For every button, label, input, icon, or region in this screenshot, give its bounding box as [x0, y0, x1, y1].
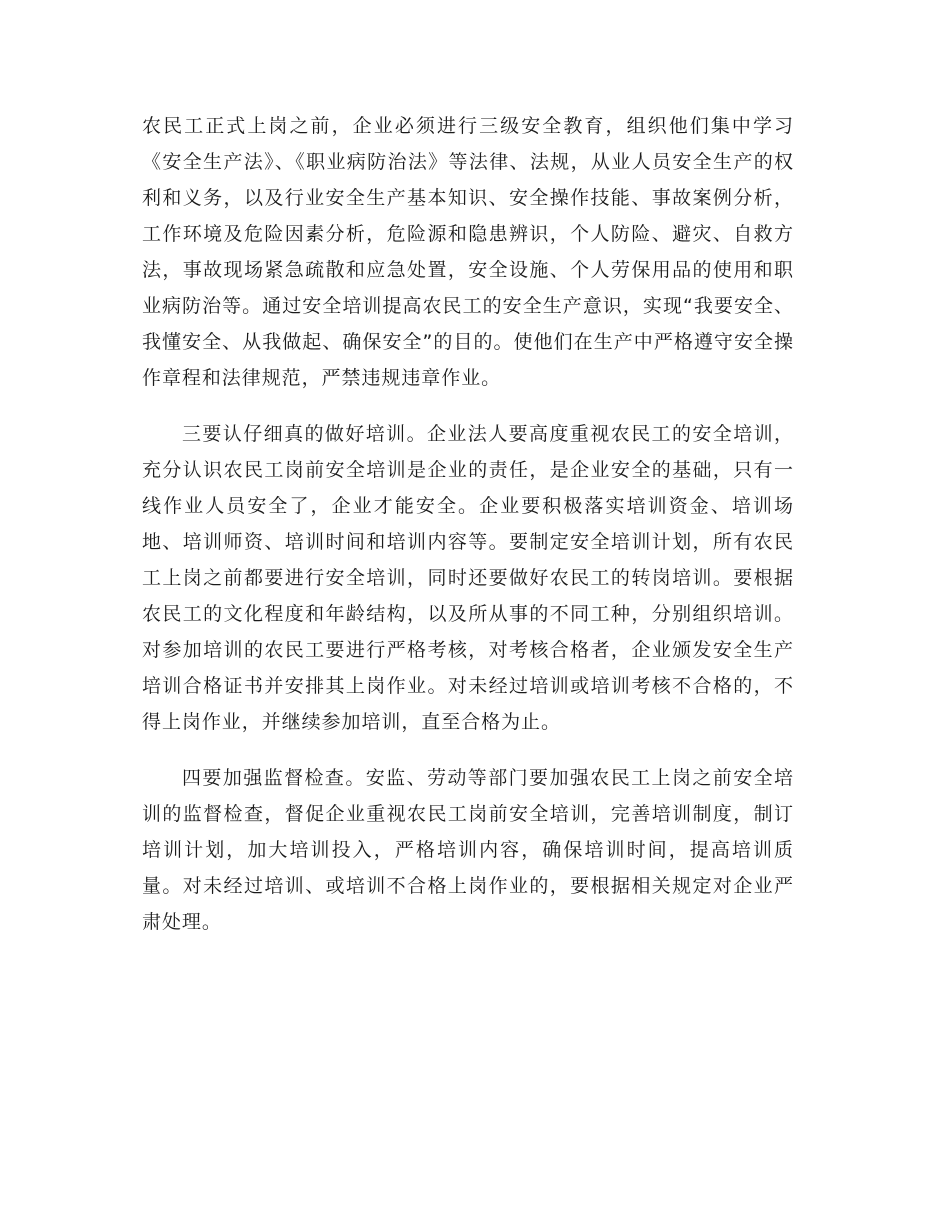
document-body	[142, 108, 794, 940]
paragraph-3: 四要加强监督检查。安监、劳动等部门要加强农民工上岗之前安全培训的监督检查，督促企业重视农民工岗前安全培训，完善培训制度，制订培训计划，加大培训投入，严格培训内容，确保培训时间，提高培训质量。对未经过培训、或培训不合格上岗作业的，要根据相关规定对企业严肃处理。	[142, 767, 794, 933]
paragraph-2: 三要认仔细真的做好培训。企业法人要高度重视农民工的安全培训，充分认识农民工岗前安全培训是企业的责任，是企业安全的基础，只有一线作业人员安全了，企业才能安全。企业要积极落实培训资金、培训场地、培训师资、培训时间和培训内容等。要制定安全培训计划，所有农民工上岗之前都要进行安全培训，同时还要做好农民工的转岗培训。要根据农民工的文化程度和年龄结构，以及所从事的不同工种，分别组织培训。对参加培训的农民工要进行严格考核，对考核合格者，企业颁发安全生产培训合格证书并安排其上岗作业。对未经过培训或培训考核不合格的，不得上岗作业，并继续参加培训，直至合格为止。	[142, 423, 794, 733]
paragraph-1: 农民工正式上岗之前，企业必须进行三级安全教育，组织他们集中学习《安全生产法》、《职业病防治法》等法律、法规，从业人员安全生产的权利和义务，以及行业安全生产基本知识、安全操作技能、事故案例分析，工作环境及危险因素分析，危险源和隐患辨识，个人防险、避灾、自救方法，事故现场紧急疏散和应急处置，安全设施、个人劳保用品的使用和职业病防治等。通过安全培训提高农民工的安全生产意识，实现“我要安全、我懂安全、从我做起、确保安全”的目的。使他们在生产中严格遵守安全操作章程和法律规范，严禁违规违章作业。	[142, 115, 794, 389]
